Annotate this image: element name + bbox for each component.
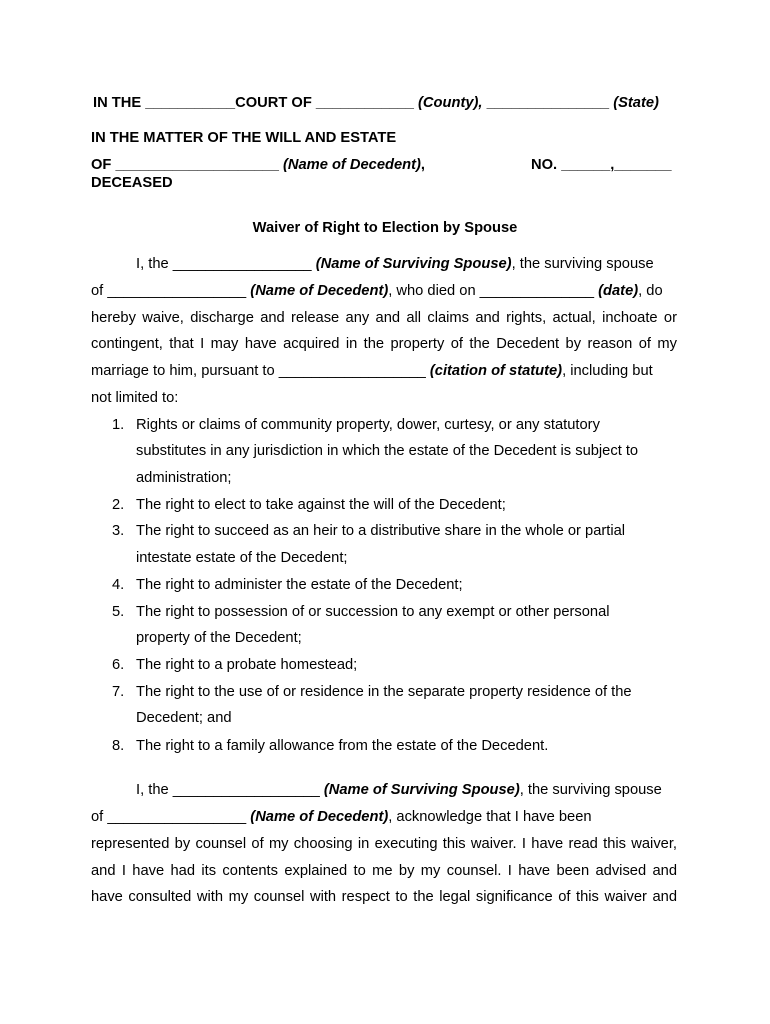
para2-line2 (91, 808, 677, 826)
in-the-label: IN THE (93, 95, 142, 111)
case-no-label: NO. (531, 157, 558, 173)
para2-line1 (136, 781, 662, 799)
list-item-continuation: Decedent; and (136, 710, 232, 726)
para2-text: , acknowledge that I have been (388, 809, 592, 825)
document-title: Waiver of Right to Election by Spouse (252, 220, 518, 236)
list-item (112, 603, 610, 621)
decedent-line (91, 156, 425, 174)
para1-line5 (91, 362, 677, 380)
para1-text: , do (638, 283, 663, 299)
para2-text: , the surviving spouse (519, 782, 662, 798)
list-item (112, 576, 463, 594)
list-item (112, 683, 632, 701)
list-item (112, 522, 625, 540)
list-number: 5. (112, 604, 125, 620)
case-number-line (531, 156, 672, 174)
list-text: The right to a family allowance from the estate of the Decedent. (136, 738, 549, 754)
court-header-line (93, 94, 659, 112)
para1-line1 (136, 255, 654, 273)
para1-line3: hereby waive, discharge and release any and all claims and rights, actual, inchoate or (91, 310, 677, 326)
list-text: The right to succeed as an heir to a distributive share in the whole or partial (136, 523, 626, 539)
date-label: (date) (598, 283, 639, 299)
para1-text: , the surviving spouse (511, 256, 654, 272)
surviving-spouse-label: (Name of Surviving Spouse) (315, 256, 512, 272)
decedent-label: (Name of Decedent) (250, 283, 389, 299)
state-label: (State) (613, 95, 659, 111)
para1-text: of _________________ (91, 283, 247, 299)
statute-label: (citation of statute) (429, 363, 563, 379)
para1-text: , who died on ______________ (388, 283, 595, 299)
para2-text: of _________________ (91, 809, 247, 825)
list-item-continuation: substitutes in any jurisdiction in which the estate of the Decedent is subject to (136, 443, 639, 459)
list-number: 1. (112, 417, 125, 433)
list-text: The right to administer the estate of the Decedent; (136, 577, 463, 593)
state-blank: _______________ (486, 95, 610, 111)
of-label: OF (91, 157, 112, 173)
list-item-continuation: intestate estate of the Decedent; (136, 550, 348, 566)
list-item (112, 416, 600, 434)
court-name-blank: ___________ (145, 95, 236, 111)
case-no-blank: ______,_______ (561, 157, 672, 173)
list-number: 3. (112, 523, 125, 539)
county-label: (County), (418, 95, 483, 111)
list-item (112, 496, 506, 514)
para1-text: marriage to him, pursuant to __________________ (91, 363, 426, 379)
list-text: The right to the use of or residence in the separate property residence of the (136, 684, 632, 700)
court-of-label: COURT OF (235, 95, 312, 111)
county-blank: ____________ (315, 95, 414, 111)
para1-text: I, the _________________ (136, 256, 312, 272)
para2-line4: and I have had its contents explained to me by my counsel. I have been advised and (91, 863, 677, 879)
para2-text: I, the __________________ (136, 782, 320, 798)
para2-line3: represented by counsel of my choosing in executing this waiver. I have read this waiver, (91, 836, 677, 852)
decedent-label: (Name of Decedent) (282, 157, 421, 173)
list-item-continuation: administration; (136, 470, 232, 486)
list-number: 8. (112, 738, 125, 754)
list-item (112, 737, 548, 755)
list-number: 4. (112, 577, 125, 593)
list-text: The right to elect to take against the will of the Decedent; (136, 497, 506, 513)
para1-line6: not limited to: (91, 390, 179, 406)
decedent-blank: ____________________ (115, 157, 279, 173)
deceased-label: DECEASED (91, 175, 173, 191)
list-number: 2. (112, 497, 125, 513)
list-item (112, 656, 357, 674)
list-text: The right to possession of or succession to any exempt or other personal (136, 604, 610, 620)
list-text: The right to a probate homestead; (136, 657, 358, 673)
list-text: Rights or claims of community property, dower, curtesy, or any statutory (136, 417, 600, 433)
surviving-spouse-label: (Name of Surviving Spouse) (323, 782, 520, 798)
list-item-continuation: property of the Decedent; (136, 630, 302, 646)
para2-line5: have consulted with my counsel with respect to the legal significance of this waiver and (91, 889, 677, 905)
matter-heading: IN THE MATTER OF THE WILL AND ESTATE (91, 130, 397, 146)
para1-line4: contingent, that I may have acquired in the property of the Decedent by reason of my (91, 336, 677, 352)
para1-line2 (91, 282, 677, 300)
para1-text: , including but (562, 363, 653, 379)
list-number: 6. (112, 657, 125, 673)
decedent-comma: , (420, 157, 425, 173)
list-number: 7. (112, 684, 125, 700)
decedent-label: (Name of Decedent) (250, 809, 389, 825)
